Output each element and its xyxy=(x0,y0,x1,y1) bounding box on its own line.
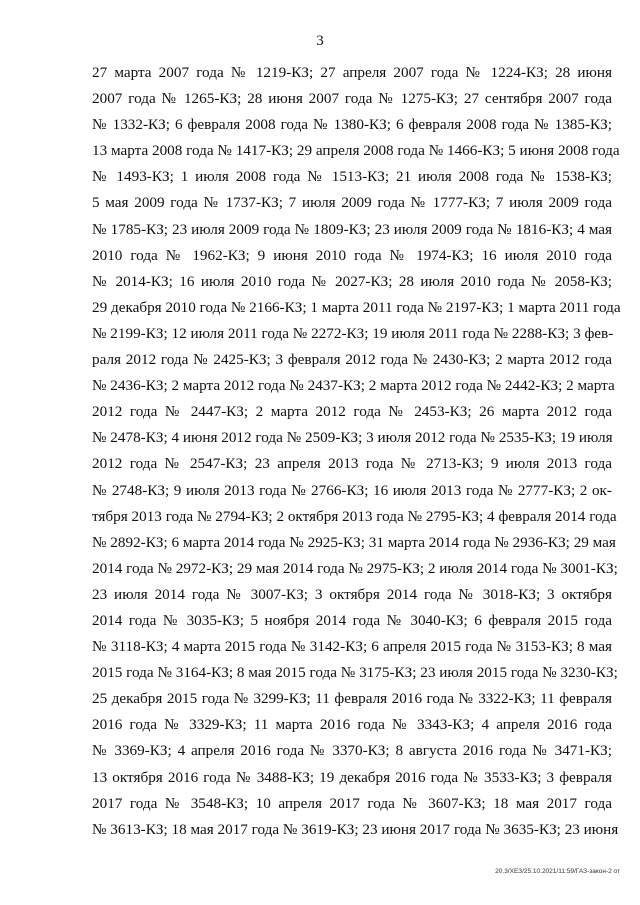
text-line: № 2478-КЗ; 4 июня 2012 года № 2509-КЗ; 3 июля 2012 года № 2535-КЗ; 19 июля xyxy=(92,429,613,447)
text-line: № 1332-КЗ; 6 февраля 2008 года № 1380-КЗ; 6 февраля 2008 года № 1385-КЗ; xyxy=(92,116,612,134)
text-line: 2012 года № 2547-КЗ; 23 апреля 2013 года № 2713-КЗ; 9 июля 2013 года xyxy=(92,455,612,473)
text-line: 2012 года № 2447-КЗ; 2 марта 2012 года № 2453-КЗ; 26 марта 2012 года xyxy=(92,403,612,421)
text-line: № 2199-КЗ; 12 июля 2011 года № 2272-КЗ; 19 июля 2011 года № 2288-КЗ; 3 фев- xyxy=(92,324,614,342)
text-line: № 3369-КЗ; 4 апреля 2016 года № 3370-КЗ; 8 августа 2016 года № 3471-КЗ; xyxy=(92,742,612,760)
text-line: 2014 года № 2972-КЗ; 29 мая 2014 года № 2975-КЗ; 2 июля 2014 года № 3001-КЗ; xyxy=(92,559,618,577)
document-body xyxy=(92,60,621,843)
text-line: № 2892-КЗ; 6 марта 2014 года № 2925-КЗ; 31 марта 2014 года № 2936-КЗ; 29 мая xyxy=(92,533,616,551)
text-line: № 3613-КЗ; 18 мая 2017 года № 3619-КЗ; 23 июня 2017 года № 3635-КЗ; 23 июня xyxy=(92,820,619,838)
text-line: тября 2013 года № 2794-КЗ; 2 октября 2013 года № 2795-КЗ; 4 февраля 2014 года xyxy=(92,507,617,525)
text-line: 27 марта 2007 года № 1219-КЗ; 27 апреля 2007 года № 1224-КЗ; 28 июня xyxy=(92,64,612,81)
text-line: 2010 года № 1962-КЗ; 9 июня 2010 года № 1974-КЗ; 16 июля 2010 года xyxy=(92,246,612,264)
text-line: 2017 года № 3548-КЗ; 10 апреля 2017 года № 3607-КЗ; 18 мая 2017 года xyxy=(92,794,612,812)
text-line: 25 декабря 2015 года № 3299-КЗ; 11 февраля 2016 года № 3322-КЗ; 11 февраля xyxy=(92,690,612,708)
text-line: № 2436-КЗ; 2 марта 2012 года № 2437-КЗ; 2 марта 2012 года № 2442-КЗ; 2 марта xyxy=(92,377,615,395)
text-line: 5 мая 2009 года № 1737-КЗ; 7 июля 2009 года № 1777-КЗ; 7 июля 2009 года xyxy=(92,194,612,212)
text-line: 2007 года № 1265-КЗ; 28 июня 2007 года № 1275-КЗ; 27 сентября 2007 года xyxy=(92,90,612,108)
footer-code: 20.3/ХЕЗ/25.10.2021/11:59/ГАЗ-закон-2 от xyxy=(495,868,620,875)
text-line: 23 июля 2014 года № 3007-КЗ; 3 октября 2014 года № 3018-КЗ; 3 октября xyxy=(92,585,612,603)
text-line: раля 2012 года № 2425-КЗ; 3 февраля 2012 года № 2430-КЗ; 2 марта 2012 года xyxy=(92,351,612,369)
text-line: № 2014-КЗ; 16 июля 2010 года № 2027-КЗ; 28 июля 2010 года № 2058-КЗ; xyxy=(92,272,612,290)
text-line: 2014 года № 3035-КЗ; 5 ноября 2014 года № 3040-КЗ; 6 февраля 2015 года xyxy=(92,611,612,629)
text-line: № 3118-КЗ; 4 марта 2015 года № 3142-КЗ; 6 апреля 2015 года № 3153-КЗ; 8 мая xyxy=(92,638,612,656)
text-line: № 1785-КЗ; 23 июля 2009 года № 1809-КЗ; 23 июля 2009 года № 1816-КЗ; 4 мая xyxy=(92,220,612,238)
text-line: 13 октября 2016 года № 3488-КЗ; 19 декабря 2016 года № 3533-КЗ; 3 февраля xyxy=(92,768,612,786)
text-line: 2015 года № 3164-КЗ; 8 мая 2015 года № 3175-КЗ; 23 июля 2015 года № 3230-КЗ; xyxy=(92,664,618,682)
text-line: 29 декабря 2010 года № 2166-КЗ; 1 марта 2011 года № 2197-КЗ; 1 марта 2011 года xyxy=(92,298,621,316)
text-line: 13 марта 2008 года № 1417-КЗ; 29 апреля 2008 года № 1466-КЗ; 5 июня 2008 года xyxy=(92,142,620,160)
page-number: 3 xyxy=(316,33,324,49)
text-line: № 1493-КЗ; 1 июля 2008 года № 1513-КЗ; 21 июля 2008 года № 1538-КЗ; xyxy=(92,168,612,186)
text-line: 2016 года № 3329-КЗ; 11 марта 2016 года № 3343-КЗ; 4 апреля 2016 года xyxy=(92,716,612,734)
text-line: № 2748-КЗ; 9 июля 2013 года № 2766-КЗ; 16 июля 2013 года № 2777-КЗ; 2 ок- xyxy=(92,481,612,499)
